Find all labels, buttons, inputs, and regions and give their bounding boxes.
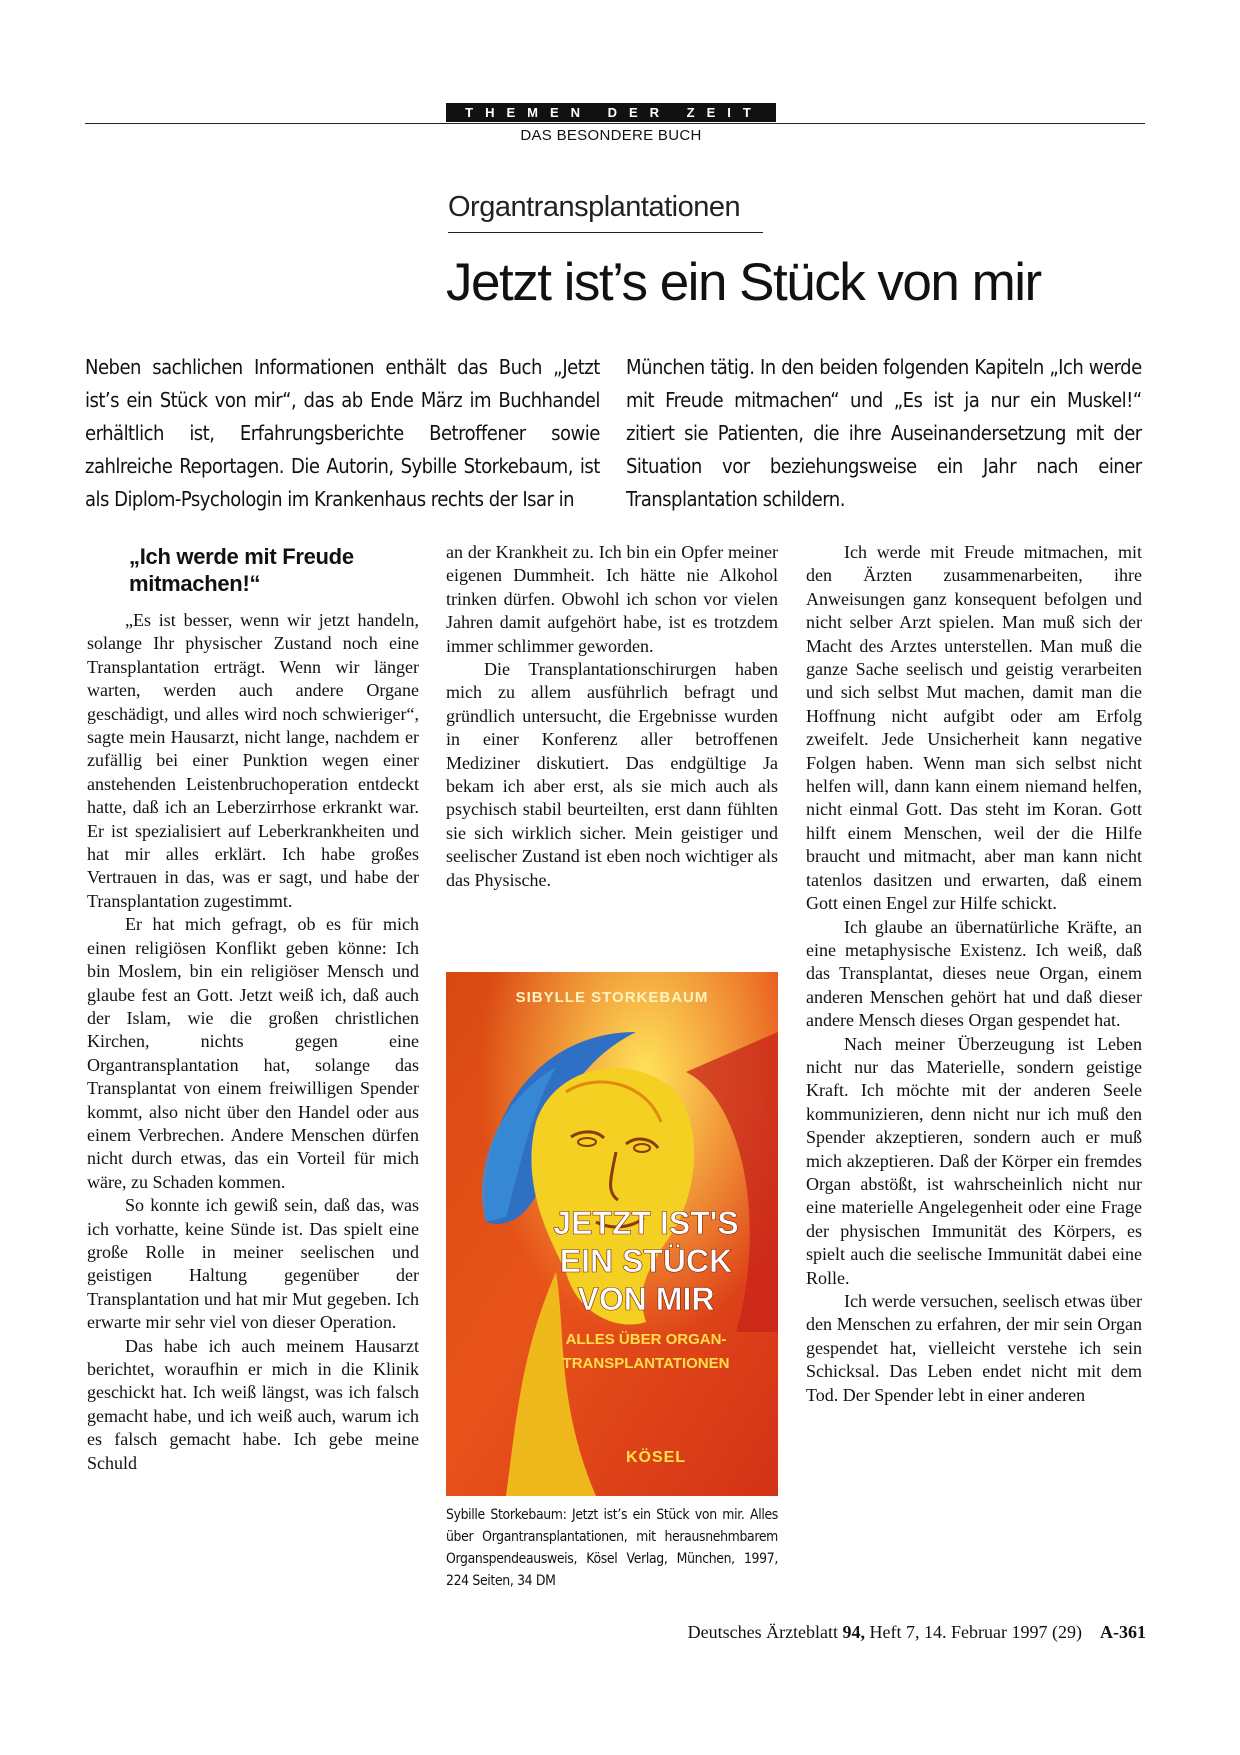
cover-title-line-2: EIN STÜCK (559, 1243, 733, 1279)
page-footer (616, 1622, 1146, 1643)
article-headline: Jetzt ist’s ein Stück von mir (446, 253, 1041, 312)
lead-paragraph-left: Neben sachlichen Informationen enthält das Buch „Jetzt ist’s ein Stück von mir“, das ab Ende März im Buchhandel erhältlich ist, Erfahrungsberichte Betroffener sowie zahlreiche Reportagen. Die Autorin, Sybille Storkebaum, ist als Diplom-Psychologin im Krankenhaus rechts der Isar in (85, 355, 600, 511)
book-cover-image (446, 972, 778, 1496)
body-paragraph: Ich werde versuchen, seelisch etwas über den Menschen zu erfahren, der mir sein Organ gespendet hat, vielleicht verstehe ich sein Schicksal. Das Leben endet nicht mit dem Tod. Der Spender lebt in einer anderen (806, 1291, 1142, 1405)
article-kicker: Organtransplantationen (448, 191, 741, 223)
body-paragraph: Das habe ich auch meinem Hausarzt berichtet, woraufhin er mich in die Klinik geschickt hat. Ich weiß längst, was ich falsch gemacht habe, und ich weiß auch, warum ich es falsch gemacht habe. Ich gebe meine Schuld (87, 1335, 419, 1473)
cover-subtitle-line-2: TRANSPLANTATIONEN (562, 1355, 730, 1372)
footer-page-number: A-361 (1100, 1622, 1146, 1642)
cover-title-line-1: JETZT IST'S (553, 1205, 739, 1241)
cover-author: SIBYLLE STORKEBAUM (515, 989, 709, 1006)
footer-issue: Heft 7, 14. Februar 1997 (29) (869, 1622, 1082, 1642)
section-label: THEMEN DER ZEIT (446, 103, 776, 122)
footer-journal: Deutsches Ärzteblatt (687, 1622, 839, 1642)
body-paragraph: So konnte ich gewiß sein, daß das, was ich vorhatte, keine Sünde ist. Das spielt eine große Rolle in meiner seelischen und geistigen Haltung gegenüber der Transplantation und hat mir Mut gegeben. Ich erwarte mir sehr viel von dieser Operation. (87, 1195, 419, 1333)
body-column-1 (87, 609, 419, 1475)
cover-title-line-3: VON MIR (577, 1281, 715, 1317)
body-paragraph: Ich werde mit Freude mitmachen, mit den Ärzten zusammenarbeiten, ihre Anweisungen ganz konsequent befolgen und nicht selber Arzt spielen. Man muß sich der Macht des Arztes unterstellen. Man muß die ganze Sache seelisch und geistig verarbeiten und sich selbst Mut machen, damit man die Hoffnung nicht aufgibt oder am Erfolg zweifelt. Jede Unsicherheit kann negative Folgen haben. Wenn man sich selbst nicht helfen will, dann kann einem niemand helfen, nicht einmal Gott. Das steht im Koran. Gott hilft einem Menschen, weil der die Hilfe braucht und mitmacht, aber man kann nicht tatenlos dasitzen und erwarten, daß einem Gott einen Engel zur Hilfe schickt. (806, 542, 1142, 914)
body-paragraph: „Es ist besser, wenn wir jetzt handeln, solange Ihr physischer Zustand noch eine Transplantation erträgt. Wenn wir länger warten, werden auch andere Organe geschädigt, und alles wird noch schwieriger“, sagte mein Hausarzt, nicht lange, nachdem er zufällig bei einer Punktion wegen einer anstehenden Leistenbruchoperation entdeckt hatte, daß ich an Leberzirrhose erkrankt war. Er ist spezialisiert auf Leberkrankheiten und hat mir alles erklärt. Ich habe großes Vertrauen in das, was er sagt, und habe der Transplantation zugestimmt. (87, 610, 419, 911)
body-paragraph: Er hat mich gefragt, ob es für mich einen religiösen Konflikt geben könne: Ich bin Moslem, bin ein religiöser Mensch und glaube fest an Gott. Jetzt weiß ich, daß auch der Islam, wie die großen christlichen Kirchen, nichts gegen eine Organtransplantation hat, solange das Transplantat von einem freiwilligen Spender kommt, also nicht über den Handel oder aus einem Verbrechen. Andere Menschen dürfen nicht durch etwas, das ein Vorteil für mich wäre, zu Schaden kommen. (87, 914, 419, 1192)
body-paragraph: an der Krankheit zu. Ich bin ein Opfer meiner eigenen Dummheit. Ich hätte nie Alkohol trinken dürfen. Obwohl ich schon vor vielen Jahren damit aufgehört habe, ist es trotzdem immer schlimmer geworden. (446, 542, 778, 656)
body-column-3 (806, 541, 1142, 1407)
lead-paragraph-right: München tätig. In den beiden folgenden Kapiteln „Ich werde mit Freude mitmachen“ und „Es ist ja nur ein Muskel!“ zitiert sie Patienten, die ihre Auseinandersetzung mit der Situation vor beziehungsweise ein Jahr nach einer Transplantation schildern. (626, 355, 1142, 511)
body-paragraph: Die Transplantationschirurgen haben mich zu allem ausführlich befragt und gründlich untersucht, die Ergebnisse wurden in einer Konferenz aller betroffenen Mediziner diskutiert. Das endgültige Ja bekam ich aber erst, als sie mich auch als psychisch stabil beurteilten, erst dann fühlten sie sich wirklich sicher. Mein geistiger und seelischer Zustand ist eben noch wichtiger als das Physische. (446, 659, 778, 890)
body-paragraph: Ich glaube an übernatürliche Kräfte, an eine metaphysische Existenz. Ich weiß, daß das Transplantat, dieses neue Organ, einem anderen Menschen gehört hat und daß dieser andere Mensch dieses Organ gespendet hat. (806, 916, 1142, 1031)
section-subhead: „Ich werde mit Freude mitmachen!“ (129, 544, 354, 596)
book-caption (446, 1504, 778, 1592)
cover-publisher: KÖSEL (625, 1449, 687, 1466)
body-column-2 (446, 541, 778, 892)
header-rule (85, 123, 1145, 124)
body-paragraph: Nach meiner Überzeugung ist Leben nicht nur das Materielle, sondern geistige Kraft. Ich möchte mit der anderen Seele kommunizieren, denn nicht nur ich muß den Spender akzeptieren, sondern auch er muß mich akzeptieren. Daß der Körper ein fremdes Organ abstößt, ist wahrscheinlich nicht nur eine materielle Angelegenheit oder eine Frage der physischen Immunität des Körpers, es spielt auch die seelische Immunität dabei eine Rolle. (806, 1033, 1142, 1288)
book-caption-text: Sybille Storkebaum: Jetzt ist’s ein Stück von mir. Alles über Organtransplantationen, mit herausnehmbarem Organspendeausweis, Kösel Verlag, München, 1997, 224 Seiten, 34 DM (446, 1507, 778, 1589)
kicker-underline (448, 232, 763, 233)
cover-subtitle-line-1: ALLES ÜBER ORGAN- (565, 1331, 727, 1348)
footer-volume: 94, (842, 1622, 866, 1642)
subsection-label: DAS BESONDERE BUCH (520, 127, 702, 144)
